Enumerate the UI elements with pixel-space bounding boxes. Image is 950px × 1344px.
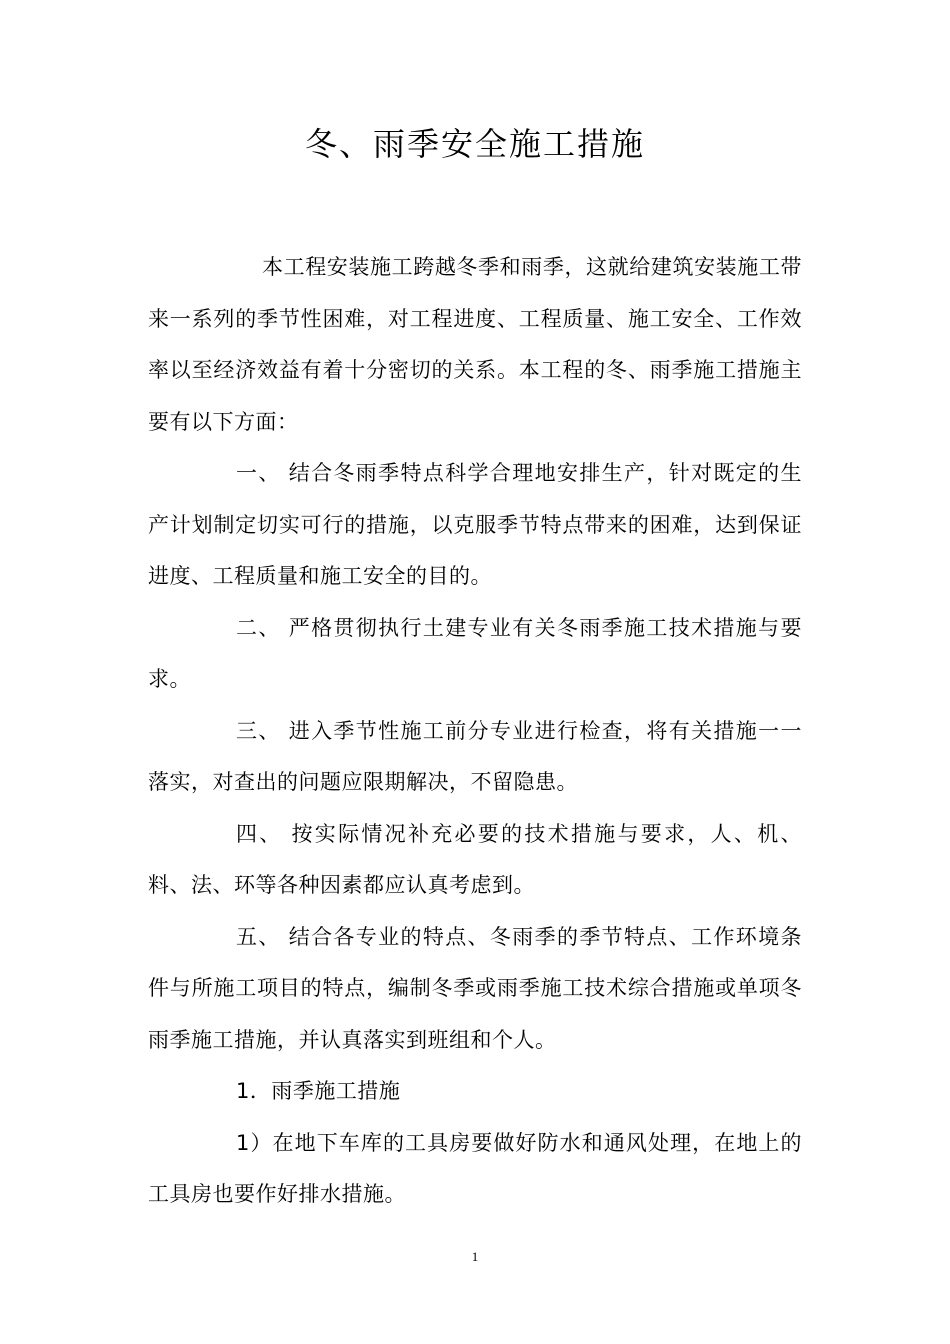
measure-item-4: 四、 按实际情况补充必要的技术措施与要求，人、机、料、法、环等各种因素都应认真考虑到。 [148,821,802,897]
rainy-season-item-1: 1）在地下车库的工具房要做好防水和通风处理，在地上的工具房也要作好排水措施。 [148,1130,802,1206]
intro-paragraph: 本工程安装施工跨越冬季和雨季，这就给建筑安装施工带来一系列的季节性困难，对工程进度、工程质量、施工安全、工作效率以至经济效益有着十分密切的关系。本工程的冬、雨季施工措施主要有以下方面： [148,255,802,434]
section-heading-rainy-season: 1．雨季施工措施 [236,1079,401,1103]
measure-item-5: 五、 结合各专业的特点、冬雨季的季节特点、工作环境条件与所施工项目的特点，编制冬季或雨季施工技术综合措施或单项冬雨季施工措施，并认真落实到班组和个人。 [148,924,802,1052]
page-number: 1 [471,1249,479,1264]
measure-item-3: 三、 进入季节性施工前分专业进行检查，将有关措施一一落实，对查出的问题应限期解决，不留隐患。 [148,718,802,794]
document-body [148,242,802,1221]
measure-item-2: 二、 严格贯彻执行土建专业有关冬雨季施工技术措施与要求。 [148,615,802,691]
measure-item-1: 一、 结合冬雨季特点科学合理地安排生产，针对既定的生产计划制定切实可行的措施，以克服季节特点带来的困难，达到保证进度、工程质量和施工安全的目的。 [148,461,802,588]
page-title: 冬、雨季安全施工措施 [304,125,645,163]
